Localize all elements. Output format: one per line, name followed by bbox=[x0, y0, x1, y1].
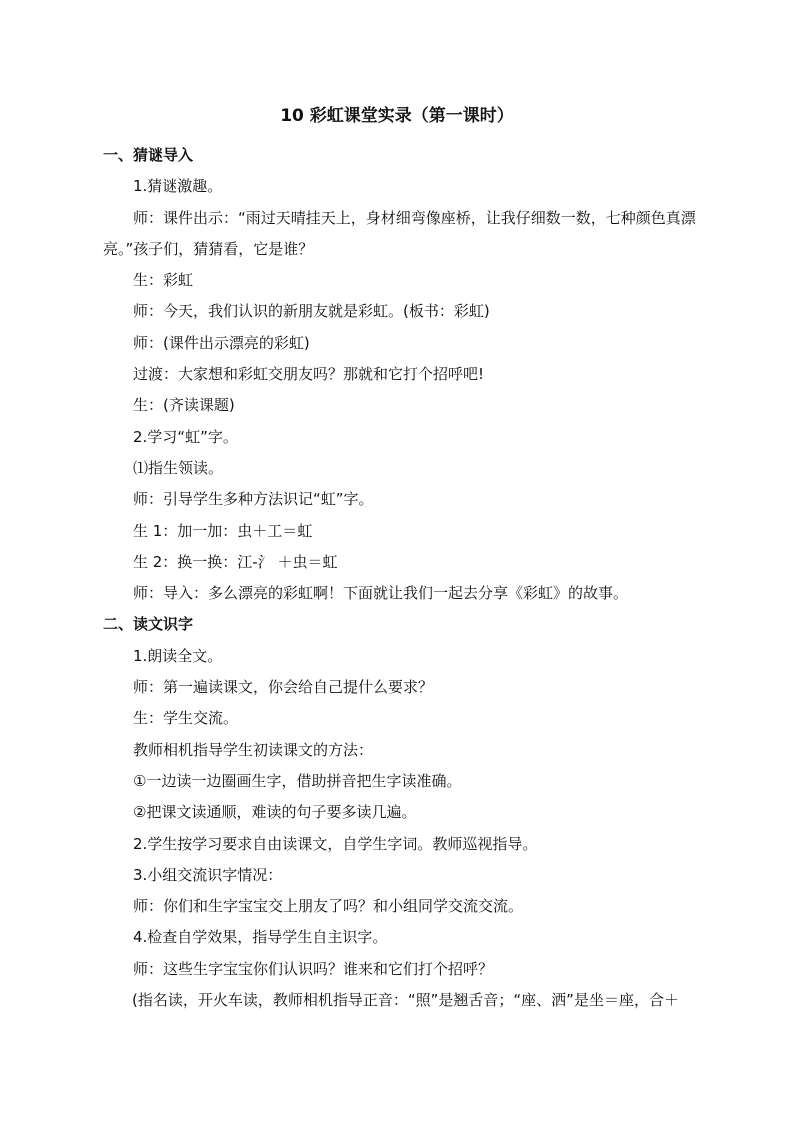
paragraph-line: 教师相机指导学生初读课文的方法： bbox=[133, 740, 374, 759]
paragraph-line: (指名读，开火车读，教师相机指导正音：“照”是翘舌音；“座、洒”是坐＝座，合＋ bbox=[132, 991, 679, 1010]
paragraph-line: 过渡：大家想和彩虹交朋友吗？那就和它打个招呼吧! bbox=[133, 365, 485, 384]
section-heading: 二、读文识字 bbox=[103, 615, 194, 634]
paragraph-line: 2.学习“虹”字。 bbox=[133, 427, 238, 446]
paragraph-line: 1.猜谜激趣。 bbox=[133, 177, 223, 196]
paragraph-line: 师：课件出示：“雨过天晴挂天上，身材细弯像座桥，让我仔细数一数，七种颜色真漂 bbox=[133, 208, 696, 227]
document-body bbox=[103, 140, 723, 1016]
paragraph-line: 3.小组交流识字情况： bbox=[133, 865, 283, 884]
paragraph-line: 生：(齐读课题) bbox=[133, 396, 235, 415]
paragraph-line: 2.学生按学习要求自由读课文，自学生字词。教师巡视指导。 bbox=[133, 834, 538, 853]
paragraph-line: 师：这些生字宝宝你们认识吗？谁来和它们打个招呼？ bbox=[133, 959, 494, 978]
section-heading: 一、猜谜导入 bbox=[103, 146, 194, 164]
paragraph-line: 师：第一遍读课文，你会给自己提什么要求？ bbox=[133, 678, 434, 697]
paragraph-line: 师：导入：多么漂亮的彩虹啊！下面就让我们一起去分享《彩虹》的故事。 bbox=[133, 584, 629, 603]
paragraph-line: 亮。”孩子们，猜猜看，它是谁？ bbox=[103, 239, 314, 258]
paragraph-line: 师：(课件出示漂亮的彩虹) bbox=[133, 333, 310, 352]
paragraph-line: 1.朗读全文。 bbox=[133, 646, 223, 665]
paragraph-line: 生 2：换一换：江-氵 ＋虫＝虹 bbox=[133, 552, 338, 571]
paragraph-line: 生 1：加一加：虫＋工＝虹 bbox=[133, 521, 313, 540]
paragraph-line: 师：引导学生多种方法识记“虹”字。 bbox=[133, 490, 374, 509]
paragraph-line: 师：你们和生字宝宝交上朋友了吗？和小组同学交流交流。 bbox=[133, 897, 524, 916]
paragraph-line: 生：学生交流。 bbox=[133, 709, 239, 728]
paragraph-line: ①一边读一边圈画生字，借助拼音把生字读准确。 bbox=[133, 771, 462, 790]
document-title: 10 彩虹课堂实录（第一课时） bbox=[280, 106, 514, 126]
paragraph-line: ⑴指生领读。 bbox=[133, 458, 224, 477]
paragraph-line: 4.检查自学效果，指导学生自主识字。 bbox=[133, 928, 388, 947]
paragraph-line: ②把课文读通顺，难读的句子要多读几遍。 bbox=[133, 803, 417, 822]
paragraph-line: 师：今天，我们认识的新朋友就是彩虹。(板书：彩虹) bbox=[133, 302, 490, 321]
paragraph-line: 生：彩虹 bbox=[133, 271, 194, 290]
